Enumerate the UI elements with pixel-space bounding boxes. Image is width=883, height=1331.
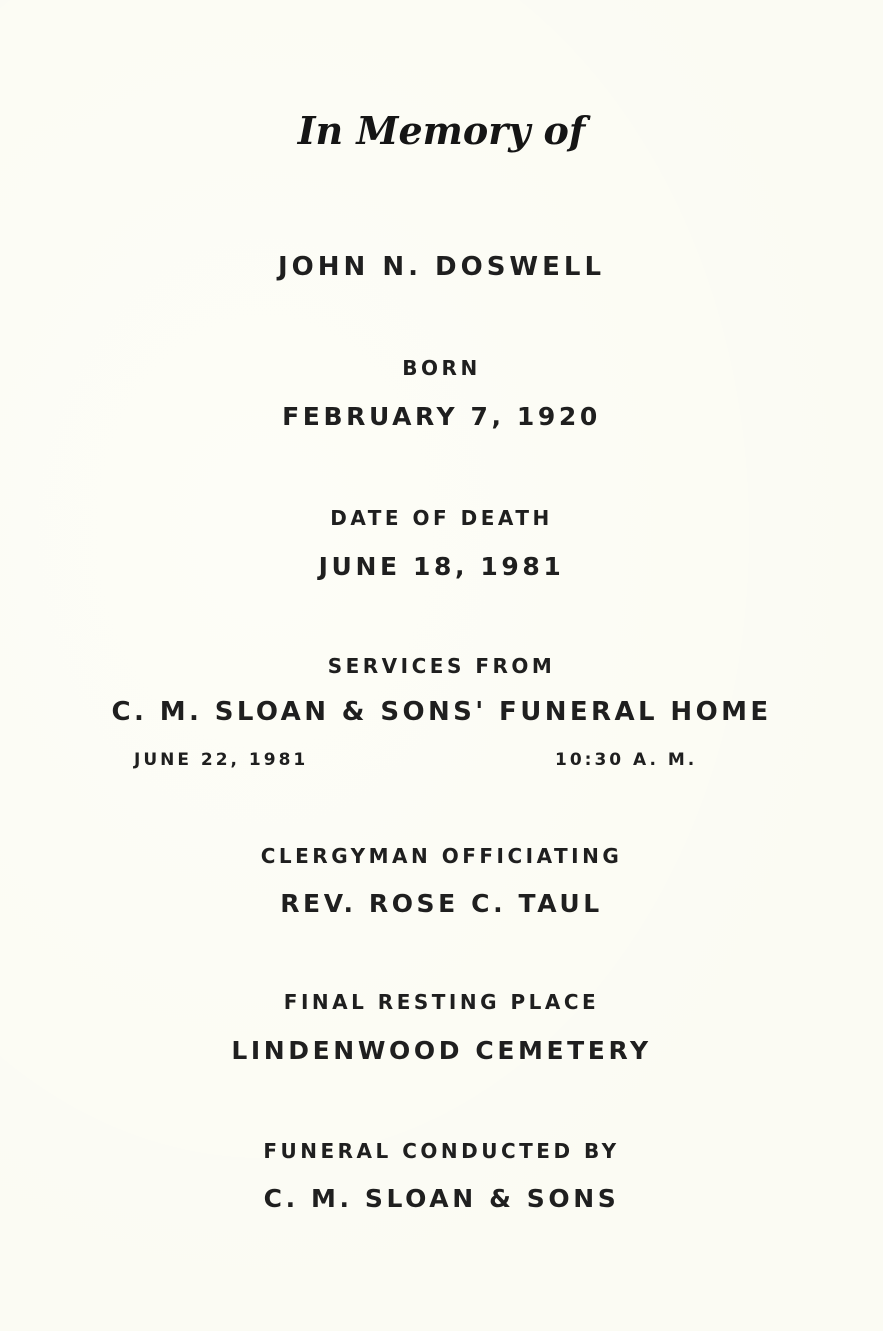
clergy-name: REV. ROSE C. TAUL — [280, 889, 603, 918]
resting-place: LINDENWOOD CEMETERY — [231, 1036, 652, 1065]
deceased-name: JOHN N. DOSWELL — [277, 252, 606, 282]
death-date: JUNE 18, 1981 — [318, 552, 565, 581]
birth-date: FEBRUARY 7, 1920 — [282, 402, 601, 431]
born-label: BORN — [402, 356, 481, 380]
conducted-label: FUNERAL CONDUCTED BY — [263, 1139, 620, 1163]
services-place: C. M. SLOAN & SONS' FUNERAL HOME — [111, 697, 772, 727]
clergy-label: CLERGYMAN OFFICIATING — [260, 844, 623, 868]
service-time: 10:30 A. M. — [555, 750, 698, 770]
services-label: SERVICES FROM — [327, 654, 556, 678]
funeral-director: C. M. SLOAN & SONS — [263, 1184, 620, 1213]
memorial-heading: In Memory of — [297, 108, 586, 153]
death-label: DATE OF DEATH — [330, 506, 553, 530]
resting-place-label: FINAL RESTING PLACE — [283, 990, 600, 1014]
service-date: JUNE 22, 1981 — [134, 750, 309, 770]
